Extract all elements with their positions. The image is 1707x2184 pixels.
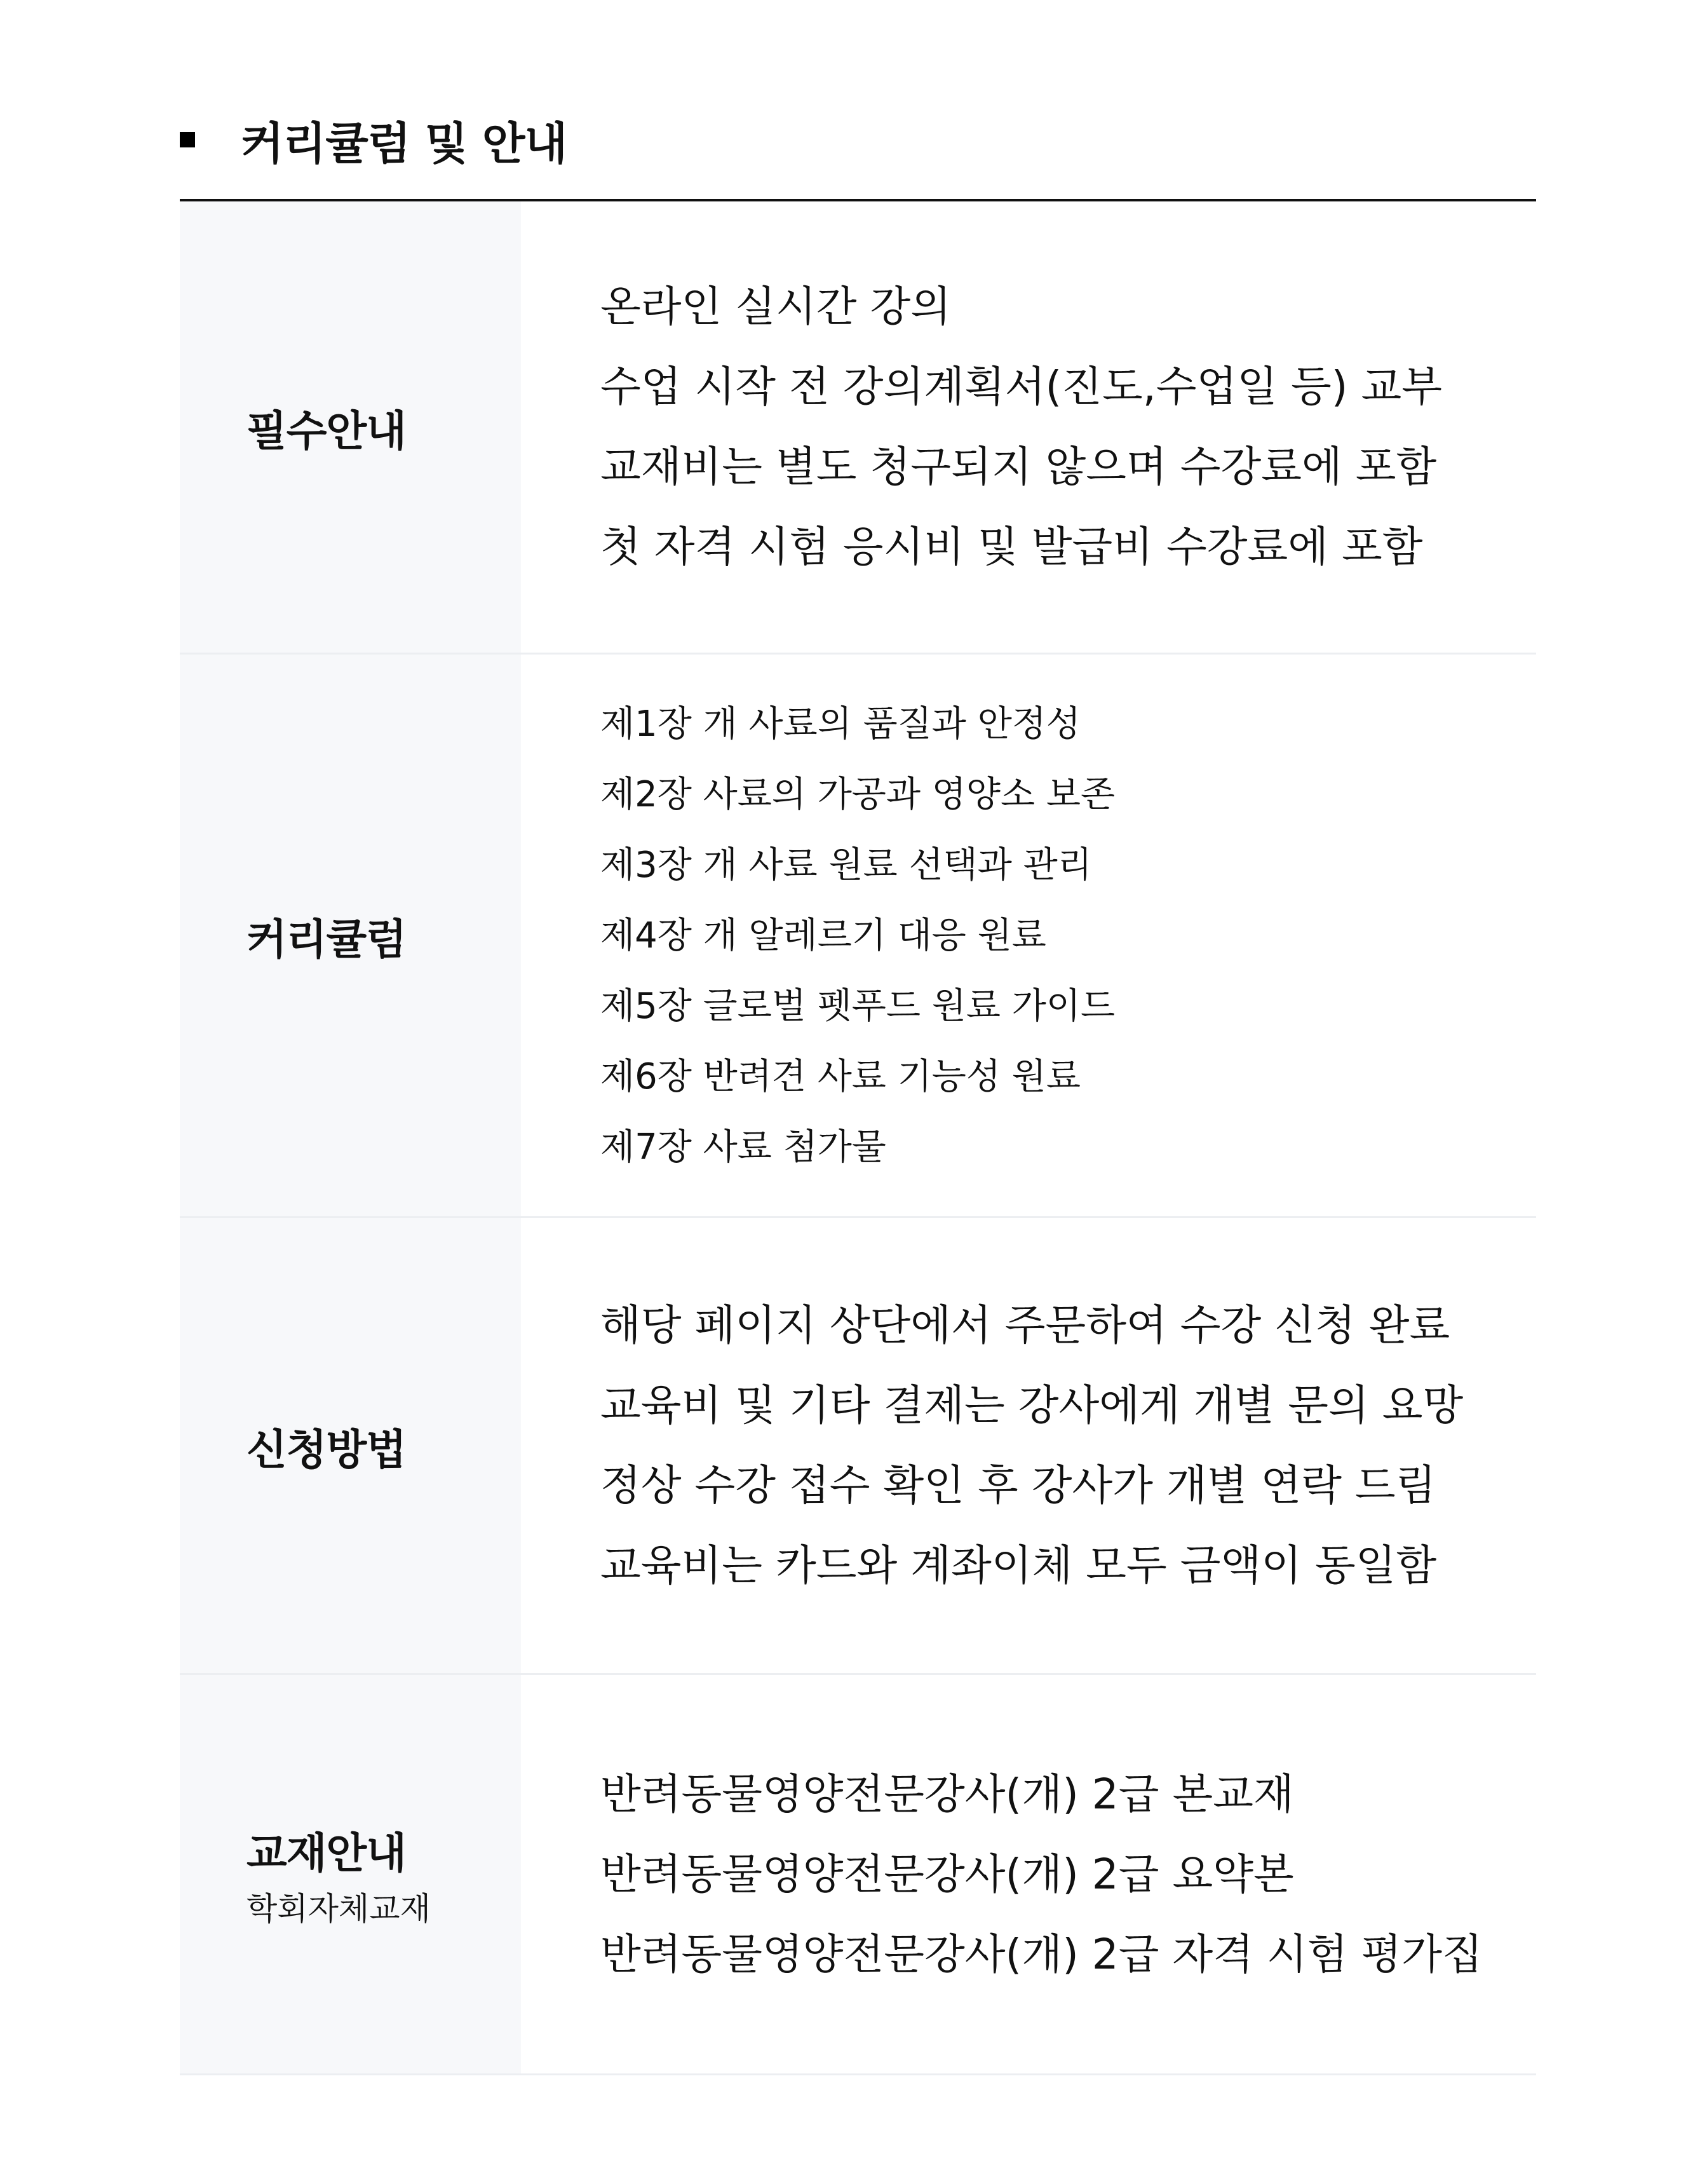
- table-row-application: [180, 1218, 1536, 1675]
- content-line: 반려동물영양전문강사(개) 2급 본교재: [600, 1769, 1294, 1819]
- content-line: 해당 페이지 상단에서 주문하여 수강 신청 완료: [600, 1301, 1450, 1350]
- curriculum-chapter: 제2장 사료의 가공과 영양소 보존: [600, 773, 1116, 815]
- square-bullet-icon: [180, 132, 195, 147]
- curriculum-chapter: 제6장 반려견 사료 기능성 원료: [600, 1055, 1081, 1097]
- content-line: 교재비는 별도 청구되지 않으며 수강료에 포함: [600, 442, 1437, 491]
- curriculum-chapter: 제1장 개 사료의 품질과 안정성: [600, 703, 1081, 745]
- section-header: [180, 95, 567, 184]
- row-label-cell: [180, 201, 521, 653]
- curriculum-chapter: 제7장 사료 첨가물: [600, 1126, 886, 1168]
- row-content: [521, 1218, 1536, 1673]
- content-line: 온라인 실시간 강의: [600, 282, 952, 331]
- curriculum-chapter: 제5장 글로벌 펫푸드 원료 가이드: [600, 985, 1116, 1027]
- content-line: 반려동물영양전문강사(개) 2급 요약본: [600, 1849, 1294, 1899]
- curriculum-chapter: 제3장 개 사료 원료 선택과 관리: [600, 844, 1092, 886]
- content-line: 첫 자격 시험 응시비 및 발급비 수강료에 포함: [600, 522, 1423, 571]
- section-title: 커리큘럼 및 안내: [241, 117, 567, 170]
- content-line: 수업 시작 전 강의계획서(진도,수업일 등) 교부: [600, 362, 1442, 411]
- row-label-cell: [180, 655, 521, 1216]
- table-row-required-info: [180, 201, 1536, 655]
- row-label: 커리큘럼: [246, 914, 407, 964]
- content-line: 교육비 및 기타 결제는 강사에게 개별 문의 요망: [600, 1381, 1464, 1430]
- row-sublabel: 학회자체교재: [246, 1890, 431, 1927]
- table-row-curriculum: [180, 655, 1536, 1218]
- row-label-cell: [180, 1675, 521, 2073]
- row-label: 교재안내: [246, 1829, 407, 1878]
- row-content: [521, 655, 1536, 1216]
- curriculum-chapter: 제4장 개 알레르기 대응 원료: [600, 914, 1046, 956]
- content-line: 반려동물영양전문강사(개) 2급 자격 시험 평가집: [600, 1929, 1483, 1979]
- content-line: 교육비는 카드와 계좌이체 모두 금액이 동일함: [600, 1541, 1437, 1590]
- row-label: 신청방법: [246, 1425, 407, 1474]
- row-label-cell: [180, 1218, 521, 1673]
- row-content: [521, 201, 1536, 653]
- row-label: 필수안내: [246, 406, 407, 456]
- table-row-textbook: [180, 1675, 1536, 2075]
- row-content: [521, 1675, 1536, 2073]
- content-line: 정상 수강 접수 확인 후 강사가 개별 연락 드림: [600, 1461, 1436, 1510]
- info-table: [180, 199, 1536, 2075]
